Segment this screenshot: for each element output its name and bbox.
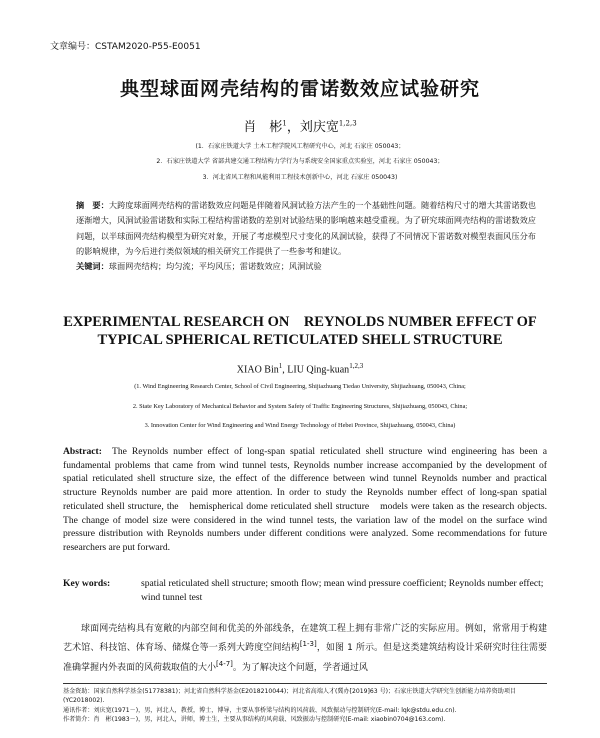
chinese-affiliation-3: 3．河北省风工程和风能利用工程技术创新中心，河北 石家庄 050043) [202, 174, 398, 181]
author-1-name: 肖 彬 [243, 120, 283, 135]
body-text-2: ，如图 1 所示。但是这类建筑结构设计采研究时往往需要准确掌握内外表面的风荷载取值的大小 [63, 643, 547, 673]
article-number: 文章编号：CSTAM2020-P55-E0051 [50, 42, 201, 52]
english-authors [0, 362, 600, 375]
footnote-corresponding-author: 通讯作者：刘庆宽(1971－)，男，河北人，教授，博士，博导，主要从事桥梁与结构的风荷载、风致振动与控制研究(E-mail: lqk@stdu.edu.cn). [63, 706, 457, 714]
body-text-1: 球面网壳结构具有宽敞的内部空间和优美的外部线条，在建筑工程上拥有非常广泛的实际应用。例如，常常用于构建艺术馆、科技馆、体育场、储煤仓等一系列大跨度空间结构 [63, 624, 547, 654]
chinese-abstract-text: 大跨度球面网壳结构的雷诺数效应问题是伴随着风洞试验方法产生的一个基础性问题。随着结构尺寸的增大其雷诺数也逐渐增大，风洞试验雷诺数和实际工程结构雷诺数的差别对试验结果的影响越来越受重视。为了研究球面网壳结构的雷诺数效应问题，以半球面网壳结构模型为研究对象，开展了考虑模型尺寸变化的风洞试验，获得了不同情况下雷诺数对模型表面风压分布的影响规律，为今后进行类似领域的相关研究工作提供了一些参考和建议。 [76, 200, 536, 256]
english-title [0, 313, 600, 349]
english-keywords-row [63, 577, 547, 604]
en-author-2-name: LIU Qing-kuan [287, 364, 350, 376]
chinese-abstract-label: 摘 要： [76, 200, 109, 210]
english-abstract-label: Abstract: [63, 446, 102, 457]
english-keywords: spatial reticulated shell structure; smooth flow; mean wind pressure coefficient; Reynolds number effect; wind tunnel test [141, 578, 544, 603]
citation-2: [4-7] [216, 659, 233, 668]
english-affiliation-2: 2. State Key Laboratory of Mechanical Behavior and System Safety of Traffic Engineering Structures, Shijiazhuang, 050043, China; [132, 403, 468, 410]
body-paragraph [63, 622, 547, 676]
english-keywords-label: Key words: [63, 578, 111, 589]
chinese-keywords-label: 关键词： [76, 261, 109, 272]
footnote-author-bio: 作者简介：肖 彬(1983－)，男，河北人，讲师，博士生，主要从事结构的风荷载、风致振动与控制研究(E-mail: xiaobin0704@163.com). [63, 716, 446, 724]
author-1-affil-sup: 1 [282, 119, 287, 128]
footnotes [63, 687, 547, 725]
body-text-3: 。为了解决这个问题，学者通过风 [232, 662, 368, 673]
author-2-name: 刘庆宽 [299, 120, 339, 135]
chinese-affiliation-2: 2．石家庄铁道大学 省部共建交通工程结构力学行为与系统安全国家重点实验室，河北 石家庄 050043； [156, 158, 444, 165]
english-affiliation-1: (1. Wind Engineering Research Center, School of Civil Engineering, Shijiazhuang Tiedao University, Shijiazhuang, 050043, China; [134, 383, 466, 390]
footnote-fund: 基金资助：国家自然科学基金(51778381)；河北省自然科学基金(E2018210044)；河北省高端人才(冀办[2019]63 号)；石家庄铁道大学研究生创新能力培养资助项目(YC2018002). [63, 688, 517, 705]
english-title-line-2: TYPICAL SPHERICAL RETICULATED SHELL STRUCTURE [97, 332, 503, 348]
chinese-keywords: 球面网壳结构；均匀流；平均风压；雷诺数效应；风洞试验 [108, 261, 322, 272]
english-abstract [63, 445, 547, 555]
chinese-affiliation-1: (1．石家庄铁道大学 土木工程学院风工程研究中心，河北 石家庄 050043； [195, 143, 405, 150]
footnote-divider [63, 683, 547, 684]
english-abstract-text: The Reynolds number effect of long-span spatial reticulated shell structure wind engineering has been a fundamental problems that came from wind tunnel tests, Reynolds number increase accompanied by the development of spatial reticulated shell structure size, the effect of the difference between wind tunnel Reynolds number and practical structure Reynolds number are paid more attention. In order to study the Reynolds number effect of long-span spatial reticulated shell structure, the hemispherical dome reticulated shell structure models were taken as the research objects. The change of model size were considered in the wind tunnel tests, the variation law of the model on the surface wind pressure distribution with Reynolds numbers under different conditions were analyzed. Some recommendations for future researchers are put forward. [63, 446, 548, 553]
chinese-abstract [76, 198, 536, 274]
english-affiliation-3: 3. Innovation Center for Wind Engineering and Wind Energy Technology of Hebei Province, Shijiazhuang, 050043, China) [144, 422, 456, 429]
chinese-authors: 肖 彬$^1$，刘庆宽$^{1,2,3}$ [243, 119, 357, 135]
chinese-title: 典型球面网壳结构的雷诺数效应试验研究 [119, 78, 480, 100]
en-author-2-affil-sup: 1,2,3 [349, 362, 364, 370]
author-2-affil-sup: 1,2,3 [338, 119, 357, 128]
en-author-1-affil-sup: 1 [278, 362, 283, 370]
english-title-line-1: EXPERIMENTAL RESEARCH ON REYNOLDS NUMBER EFFECT OF [63, 314, 537, 330]
en-author-separator: , [282, 364, 288, 376]
citation-1: [1-3] [299, 640, 317, 649]
en-author-1-name: XIAO Bin [236, 364, 279, 376]
